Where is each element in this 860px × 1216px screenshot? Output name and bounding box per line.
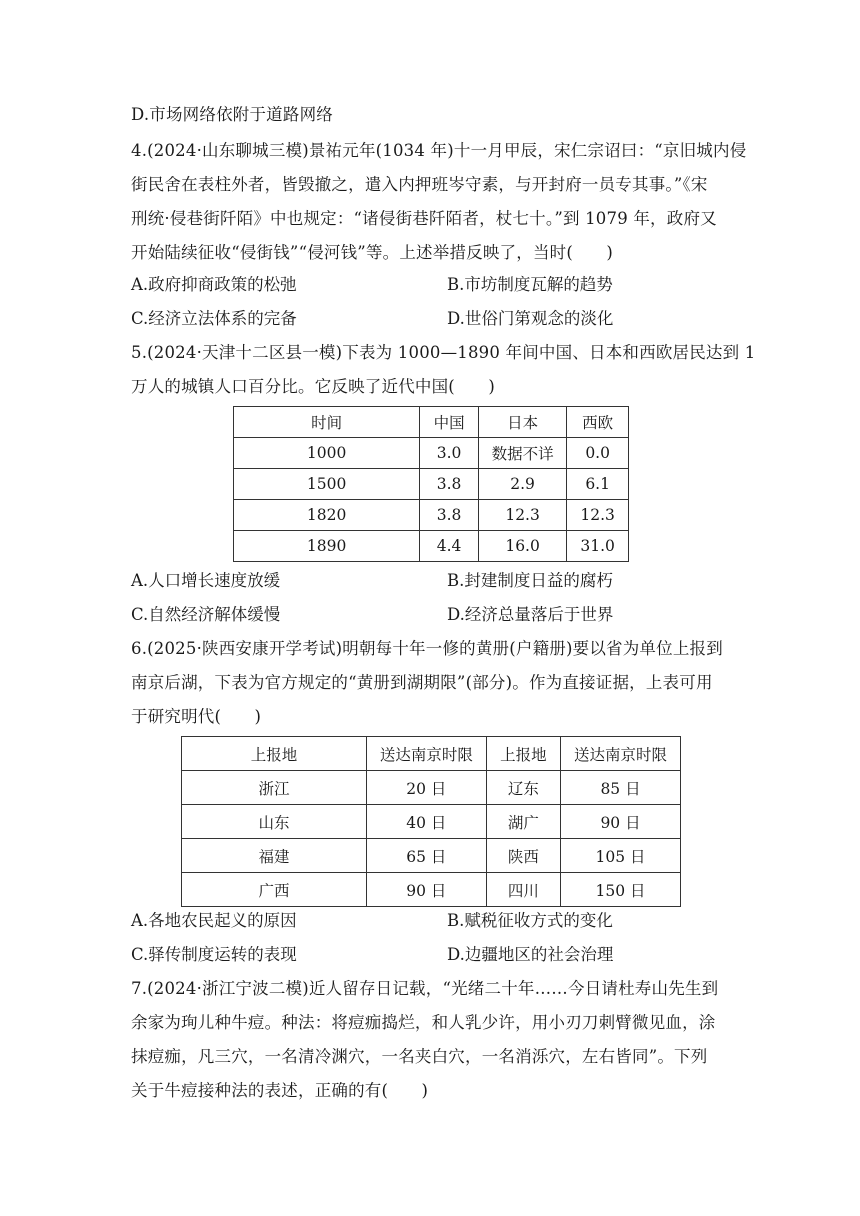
q4-line-2: 街民舍在表柱外者，皆毁撤之，遣入内押班岑守素，与开封府一员专其事。”《宋: [131, 175, 708, 194]
q5-line-2: 万人的城镇人口百分比。它反映了近代中国( ): [131, 377, 495, 396]
table-cell: 2.9: [478, 469, 566, 500]
q6-option-d: D.边疆地区的社会治理: [447, 945, 614, 964]
table-row: [234, 438, 629, 469]
table-row: [234, 531, 629, 562]
table-cell: 85 日: [561, 771, 681, 805]
table-row: [182, 873, 681, 907]
table-row: [182, 839, 681, 873]
q3-option-d: D.市场网络依附于道路网络: [131, 105, 333, 124]
table-cell: 数据不详: [478, 438, 566, 469]
table-cell: 陕西: [486, 839, 560, 873]
table-cell: 12.3: [478, 500, 566, 531]
table-cell: 四川: [486, 873, 560, 907]
table-cell: 1000: [234, 438, 420, 469]
table-cell: 福建: [182, 839, 367, 873]
table-header-cell: 上报地: [182, 737, 367, 771]
q6-line-2: 南京后湖，下表为官方规定的“黄册到湖期限”(部分)。作为直接证据，上表可用: [131, 673, 713, 692]
table-cell: 3.0: [420, 438, 479, 469]
q6-line-3: 于研究明代( ): [131, 707, 262, 726]
table-cell: 1820: [234, 500, 420, 531]
table-cell: 20 日: [366, 771, 486, 805]
q4-line-1: 4.(2024·山东聊城三模)景祐元年(1034 年)十一月甲辰，宋仁宗诏曰：“京旧城内侵: [131, 141, 747, 160]
table-header-cell: 中国: [420, 407, 479, 438]
q6-option-a: A.各地农民起义的原因: [131, 911, 297, 930]
q4-option-a: A.政府抑商政策的松弛: [131, 275, 297, 294]
table-row: [182, 771, 681, 805]
table-cell: 16.0: [478, 531, 566, 562]
table-cell: 0.0: [567, 438, 629, 469]
table-cell: 105 日: [561, 839, 681, 873]
table-cell: 6.1: [567, 469, 629, 500]
q7-line-4: 关于牛痘接种法的表述，正确的有( ): [131, 1081, 429, 1100]
q5-option-d: D.经济总量落后于世界: [447, 605, 614, 624]
table-header-cell: 西欧: [567, 407, 629, 438]
table-cell: 浙江: [182, 771, 367, 805]
q5-option-a: A.人口增长速度放缓: [131, 571, 281, 590]
table-cell: 湖广: [486, 805, 560, 839]
q4-line-4: 开始陆续征收“侵街钱”“侵河钱”等。上述举措反映了，当时( ): [131, 243, 614, 262]
table-header-cell: 送达南京时限: [366, 737, 486, 771]
table-cell: 广西: [182, 873, 367, 907]
table-header-cell: 日本: [478, 407, 566, 438]
q7-line-1: 7.(2024·浙江宁波二模)近人留存日记载，“光绪二十年……今日请杜寿山先生到: [131, 979, 719, 998]
table-header-row: [234, 407, 629, 438]
table-cell: 4.4: [420, 531, 479, 562]
table-cell: 65 日: [366, 839, 486, 873]
table-cell: 90 日: [561, 805, 681, 839]
table-cell: 3.8: [420, 469, 479, 500]
table-header-cell: 送达南京时限: [561, 737, 681, 771]
q4-option-c: C.经济立法体系的完备: [131, 309, 297, 328]
table-header-cell: 上报地: [486, 737, 560, 771]
table-row: [182, 805, 681, 839]
table-cell: 90 日: [366, 873, 486, 907]
q4-option-b: B.市坊制度瓦解的趋势: [447, 275, 613, 294]
q6-option-c: C.驿传制度运转的表现: [131, 945, 297, 964]
urban-population-table: [233, 406, 629, 562]
q4-line-3: 刑统·侵巷街阡陌》中也规定：“诸侵街巷阡陌者，杖七十。”到 1079 年，政府又: [131, 209, 717, 228]
q7-line-3: 抹痘痂，凡三穴，一名清冷渊穴，一名夹白穴，一名消泺穴，左右皆同”。下列: [131, 1047, 708, 1066]
table-cell: 山东: [182, 805, 367, 839]
table-row: [234, 469, 629, 500]
table-row: [234, 500, 629, 531]
table-cell: 1890: [234, 531, 420, 562]
table-cell: 3.8: [420, 500, 479, 531]
q5-option-b: B.封建制度日益的腐朽: [447, 571, 613, 590]
table-header-row: [182, 737, 681, 771]
table-cell: 1500: [234, 469, 420, 500]
table-cell: 40 日: [366, 805, 486, 839]
q5-option-c: C.自然经济解体缓慢: [131, 605, 281, 624]
table-cell: 150 日: [561, 873, 681, 907]
q7-line-2: 余家为珣儿种牛痘。种法：将痘痂捣烂，和人乳少许，用小刃刀刺臂微见血，涂: [131, 1013, 716, 1032]
table-cell: 辽东: [486, 771, 560, 805]
table-cell: 31.0: [567, 531, 629, 562]
q6-line-1: 6.(2025·陕西安康开学考试)明朝每十年一修的黄册(户籍册)要以省为单位上报到: [131, 639, 723, 658]
q6-option-b: B.赋税征收方式的变化: [447, 911, 613, 930]
q4-option-d: D.世俗门第观念的淡化: [447, 309, 614, 328]
q5-line-1: 5.(2024·天津十二区县一模)下表为 1000—1890 年间中国、日本和西欧居民达到 1: [131, 343, 756, 362]
table-header-cell: 时间: [234, 407, 420, 438]
yellow-register-deadline-table: [181, 736, 681, 907]
table-cell: 12.3: [567, 500, 629, 531]
